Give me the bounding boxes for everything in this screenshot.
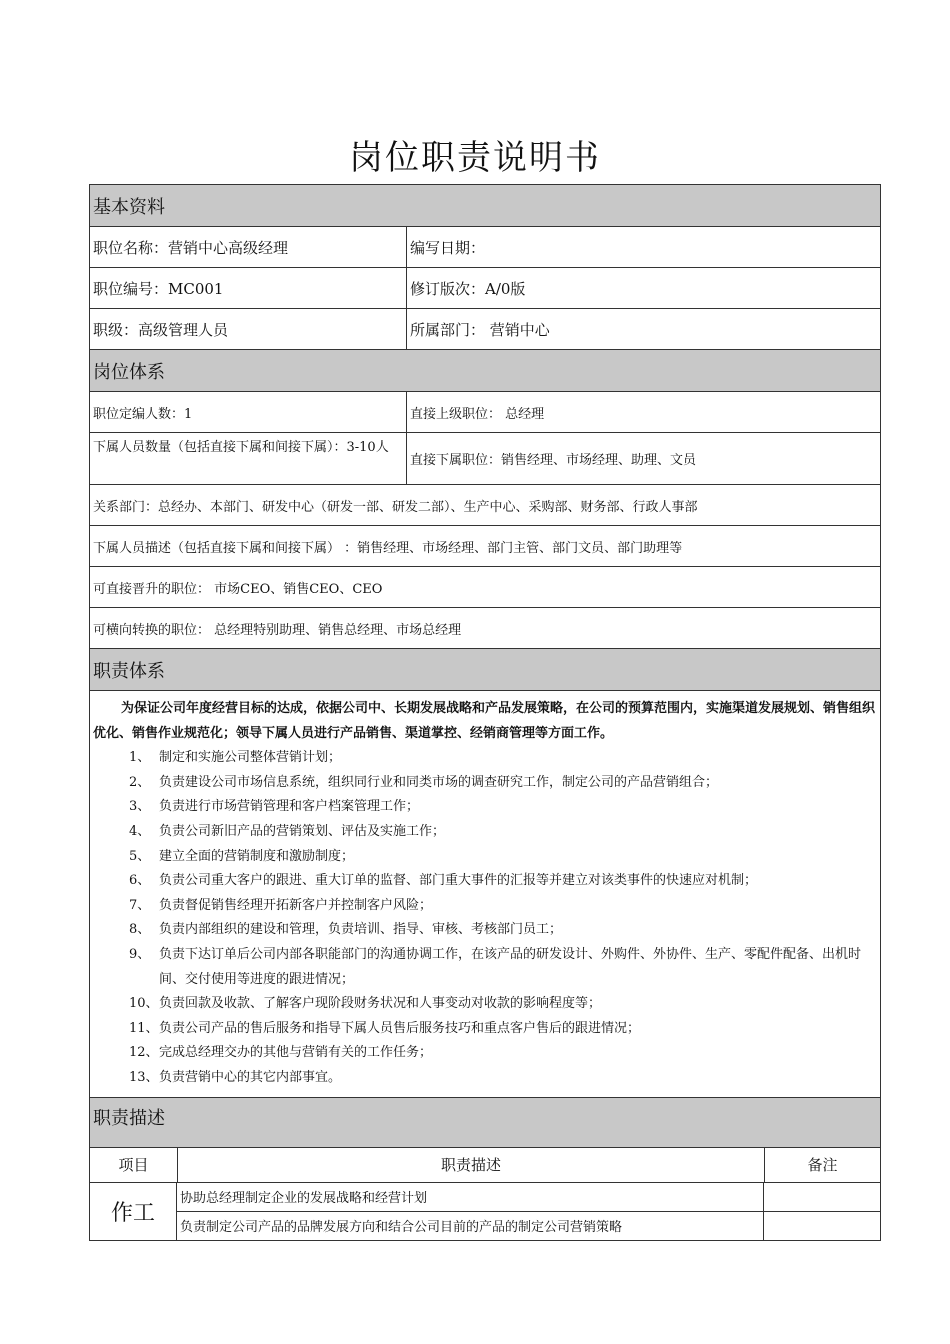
table-row: [177, 1211, 880, 1240]
section-system-header: 岗位体系: [89, 349, 881, 391]
duty-text: 负责公司重大客户的跟进、重大订单的监督、部门重大事件的汇报等并建立对该类事件的快速应对机制；: [159, 873, 758, 889]
duty-note-cell: [764, 1212, 880, 1240]
work-block: [89, 1182, 881, 1241]
position-code: 职位编号：MC001: [93, 279, 224, 298]
duty-number-text: 10、: [129, 996, 159, 1012]
duty-item: [93, 795, 878, 820]
duty-number: [93, 820, 159, 845]
duty-item: [93, 1066, 878, 1091]
table-row: [177, 1183, 880, 1211]
row-duties: [89, 690, 881, 1097]
duty-text: 负责公司产品的售后服务和指导下属人员售后服务技巧和重点客户售后的跟进情况；: [159, 1020, 641, 1036]
write-date: 编写日期：: [406, 227, 880, 267]
row-subordinates: [89, 432, 881, 484]
duty-item: [93, 820, 878, 845]
table-header: [89, 1147, 881, 1182]
duties-list: [93, 746, 878, 1090]
duty-number-text: 1、: [129, 750, 151, 766]
duty-number: [93, 869, 159, 894]
duty-text: 负责下达订单后公司内部各职能部门的沟通协调工作，在该产品的研发设计、外购件、外协件、生产、零配件配备、出机时间、交付使用等进度的跟进情况；: [159, 946, 862, 987]
row-promotion: [89, 566, 881, 607]
section-duties-header: 职责体系: [89, 648, 881, 690]
position-name: 职位名称：营销中心高级经理: [93, 238, 289, 257]
row-level: [89, 308, 881, 349]
duty-number-text: 11、: [129, 1020, 159, 1036]
duties-body: [90, 691, 880, 1097]
duty-text: 建立全面的营销制度和激励制度；: [159, 848, 355, 864]
duty-number-text: 6、: [129, 873, 151, 889]
duty-number: [93, 1041, 159, 1066]
duty-number: [93, 771, 159, 796]
duty-number: [93, 943, 159, 992]
duty-text: 制定和实施公司整体营销计划；: [159, 750, 342, 766]
job-description-form: [89, 184, 881, 1241]
duty-text: 负责进行市场营销管理和客户档案管理工作；: [159, 799, 420, 815]
duty-number: [93, 795, 159, 820]
duty-item: [93, 869, 878, 894]
duty-number: [93, 845, 159, 870]
duty-number-text: 9、: [129, 946, 151, 962]
direct-subordinates: 直接下属职位：销售经理、市场经理、助理、文员: [406, 433, 880, 484]
revision: 修订版次：A/0版: [406, 268, 880, 308]
duty-item: [93, 1041, 878, 1066]
row-relations: [89, 484, 881, 525]
duty-number-text: 7、: [129, 897, 151, 913]
work-label: 作工: [90, 1183, 177, 1240]
duty-number: [93, 894, 159, 919]
duty-item: [93, 771, 878, 796]
duty-number-text: 3、: [129, 799, 151, 815]
relations: 关系部门：总经办、本部门、研发中心（研发一部、研发二部）、生产中心、采购部、财务部、行政人事部: [93, 499, 698, 515]
duty-text: 负责公司新旧产品的营销策划、评估及实施工作；: [159, 823, 446, 839]
promotion: 可直接晋升的职位： 市场CEO、销售CEO、CEO: [93, 581, 383, 597]
duty-number: [93, 918, 159, 943]
duty-number-text: 4、: [129, 823, 151, 839]
duty-number: [93, 746, 159, 771]
section-basic-header: 基本资料: [89, 184, 881, 226]
duty-item: [93, 992, 878, 1017]
headcount: 职位定编人数：1: [93, 406, 193, 422]
duty-desc-cell: 协助总经理制定企业的发展战略和经营计划: [177, 1183, 764, 1211]
duty-item: [93, 845, 878, 870]
row-headcount: [89, 391, 881, 432]
duty-item: [93, 1017, 878, 1042]
row-position-name: [89, 226, 881, 267]
duty-number-text: 8、: [129, 922, 151, 938]
duty-item: [93, 943, 878, 992]
duties-intro: 为保证公司年度经营目标的达成，依据公司中、长期发展战略和产品发展策略，在公司的预算范围内，实施渠道发展规划、销售组织优化、销售作业规范化；领导下属人员进行产品销售、渠道掌控、经销商管理等方面工作。: [93, 701, 876, 741]
duty-text: 负责回款及收款、了解客户现阶段财务状况和人事变动对收款的影响程度等；: [159, 996, 602, 1012]
section-description-header: 职责描述: [89, 1097, 881, 1147]
duty-number: [93, 992, 159, 1017]
col-note-header: 备注: [764, 1148, 880, 1182]
duty-text: 负责督促销售经理开拓新客户并控制客户风险；: [159, 897, 433, 913]
duty-number-text: 5、: [129, 848, 151, 864]
duty-text: 完成总经理交办的其他与营销有关的工作任务；: [159, 1045, 433, 1061]
duty-item: [93, 918, 878, 943]
duty-number-text: 2、: [129, 774, 151, 790]
page-title: 岗位职责说明书: [349, 138, 601, 178]
superior: 直接上级职位： 总经理: [406, 392, 880, 432]
duty-number-text: 13、: [129, 1069, 159, 1085]
duty-number-text: 12、: [129, 1045, 159, 1061]
lateral: 可横向转换的职位： 总经理特别助理、销售总经理、市场总经理: [93, 622, 462, 638]
duty-note-cell: [764, 1183, 880, 1211]
duty-number: [93, 1066, 159, 1091]
department: 所属部门： 营销中心: [406, 309, 880, 349]
col-desc-header: 职责描述: [177, 1148, 764, 1182]
row-subordinate-desc: [89, 525, 881, 566]
duty-text: 负责建设公司市场信息系统，组织同行业和同类市场的调查研究工作，制定公司的产品营销组合；: [159, 774, 719, 790]
duty-text: 负责营销中心的其它内部事宜。: [159, 1069, 342, 1085]
subordinate-desc: 下属人员描述（包括直接下属和间接下属） ：销售经理、市场经理、部门主管、部门文员、部门助理等: [93, 540, 683, 556]
duty-text: 负责内部组织的建设和管理，负责培训、指导、审核、考核部门员工；: [159, 922, 563, 938]
subordinates-count: 下属人员数量（包括直接下属和间接下属）：3-10人: [93, 440, 389, 455]
duty-number: [93, 1017, 159, 1042]
duty-item: [93, 746, 878, 771]
duty-item: [93, 894, 878, 919]
level: 职级：高级管理人员: [93, 320, 229, 339]
row-position-code: [89, 267, 881, 308]
row-lateral: [89, 607, 881, 648]
col-item-header: 项目: [118, 1156, 149, 1174]
duty-desc-cell: 负责制定公司产品的品牌发展方向和结合公司目前的产品的制定公司营销策略: [177, 1212, 764, 1240]
